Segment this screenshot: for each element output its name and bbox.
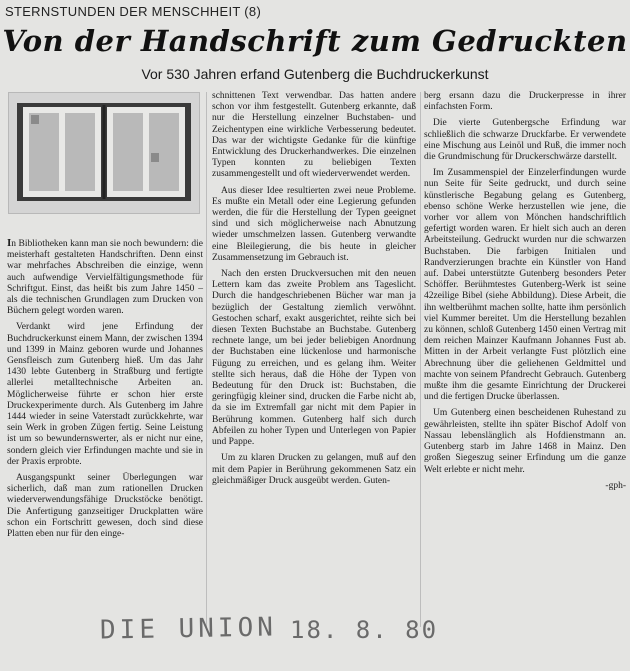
article-column-1 bbox=[7, 238, 203, 545]
initial-letter: I bbox=[7, 237, 12, 249]
author-signature: -gph- bbox=[605, 480, 626, 491]
open-book-image bbox=[9, 93, 199, 213]
article-column-3 bbox=[424, 91, 626, 497]
bible-photo bbox=[8, 92, 200, 214]
paragraph: berg ersann dazu die Druckerpresse in ihrer einfachsten Form. bbox=[424, 91, 626, 113]
paragraph: Um Gutenberg einen bescheidenen Ruhestand zu gewährleisten, stellte ihn später Bischof Adolf von Nassau lebenslänglich als Hofdienstmann an. Gutenberg starb im Jahre 1468 in Mainz. Den großen Siegeszug seiner Erfindung um die ganze Welt erlebte er nicht mehr. bbox=[424, 408, 626, 475]
paragraph: Aus dieser Idee resultierten zwei neue Probleme. Es mußte ein Metall oder eine Legierung gefunden werden, die für die Herstellung der Typen geeignet sind und sich möglicherweise nach Abnutzung wieder umschmelzen lassen. Gutenberg verwandte eine Bleilegierung, die bis heute in gleicher Zusammensetzung im Gebrauch ist. bbox=[212, 185, 416, 263]
column-rule bbox=[206, 92, 207, 627]
paragraph: Im Zusammenspiel der Einzelerfindungen wurde nun Seite für Seite gedruckt, und durch seine künstlerische Begabung gelang es Gutenberg, ebenso schöne Werke herzustellen wie jene, die vorher vor allem von Mönchen handschriftlich gefertigt worden waren. Er hielt sich auch an deren Arbeitsteilung. Gedruckt wurden nur die schwarzen Buchstaben. Die farbigen Initialen und Randverzierungen brachte ein Künstler von Hand auf. Dabei unterstützte Gutenberg besonders Peter Schöffer. Berühmtestes Gutenberg-Werk ist seine 42zeilige Bibel (siehe Abbildung). Diese Arbeit, die ihn weltberühmt machen sollte, hatte ihm persönlich viel Kummer bereitet. Um die Herstellung bezahlen zu können, schloß Gutenberg 1450 einen Vertrag mit dem reichen Mainzer Kaufmann Johannes Fust ab. Mitten in der Arbeit verlangte Fust plötzlich eine Abrechnung über die geliehenen Geldmittel und machte von seinem Pfandrecht Gebrauch. Gutenberg mußte ihm die gesamte Einrichtung der Druckerei und die fertigen Drucke überlassen. bbox=[424, 168, 626, 403]
paragraph: Verdankt wird jene Erfindung der Buchdruckerkunst einem Mann, der zwischen 1394 und 1399 in Mainz geboren wurde und Johannes Gensfleisch zum Gutenberg hieß. Um das Jahr 1430 lebte Gutenberg in Straßburg und fertigte allerlei metalltechnische Arbeiten an. Möglicherweise führte er schon hier erste Druckexperimente durch. Als Gutenberg im Jahre 1444 wieder in seine Vaterstadt zurückkehrte, war sein Werk in groben Zügen fertig. Seine Leistung ist um so bewundernswerter, als er nicht nur eine, sondern gleich vier Erfindungen machte und sie in der Praxis erprobte. bbox=[7, 322, 203, 467]
handwritten-publication: DIE UNION bbox=[99, 612, 278, 646]
paragraph-text: n Bibliotheken kann man sie noch bewundern: die meisterhaft gestalteten Handschriften. Denn einst war mehrfaches Abschreiben die einzige, wenn auch aufwendige Vervielfältigungsmethode für Schriftgut. Einst, das heißt bis zum Jahre 1450 – als die technischen Grundlagen zum Drucken von Büchern gelegt worden waren. bbox=[7, 239, 203, 317]
paragraph: schnittenen Text verwendbar. Das hatten andere schon vor ihm festgestellt. Gutenberg erkannte, daß nur die Herstellung einzelner Buchstaben- und Zeichentypen eine wirkliche Verbesserung bedeutet. Das war der wichtigste Gedanke für die künftige Entwicklung des Druckerhandwerkes. Die einzelnen Typen konnten zu beliebigen Texten zusammengestellt und oft wiederverwendet werden. bbox=[212, 91, 416, 180]
handwritten-date: 18. 8. 80 bbox=[290, 616, 439, 644]
article-subtitle: Vor 530 Jahren erfand Gutenberg die Buchdruckerkunst bbox=[141, 66, 489, 82]
paragraph bbox=[7, 238, 203, 317]
article-column-2 bbox=[212, 91, 416, 492]
series-label: STERNSTUNDEN DER MENSCHHEIT (8) bbox=[5, 4, 262, 19]
paragraph: Nach den ersten Druckversuchen mit den neuen Lettern kam das zweite Problem ans Tageslicht. Durch die handgeschriebenen Bücher war man ja bezüglich der Gestaltung ziemlich verwöhnt. Gestochen scharf, exakt ausgerichtet, reihte sich bei diesen Texten Buchstabe an Buchstabe. Gutenberg rechnete lange, um bei jeder beliebigen Anordnung der Buchstaben eine lückenlose und harmonische Fügung zu erreichen, und es gelang ihm. Weiter stellte sich heraus, daß die Höhe der Typen von Bedeutung für den Druck ist: Buchstaben, die geringfügig kleiner sind, drucken die Farbe nicht ab, da sie im Extremfall gar nicht mit dem Papier in Berührung kommen. Gutenberg half sich durch Abfeilen zu hoher Typen und Unterlegen von Papier und Pappe. bbox=[212, 269, 416, 448]
paragraph: Ausgangspunkt seiner Überlegungen war sicherlich, daß man zum rationellen Drucken wiederverwendungsfähige Druckstöcke benötigt. Die Anfertigung ganzseitiger Druckplatten wäre schon ein Fortschritt gewesen, doch sind diese Platten eben nur für den einge- bbox=[7, 473, 203, 540]
column-rule bbox=[420, 92, 421, 627]
article-headline: Von der Handschrift zum Gedruckten bbox=[2, 24, 628, 58]
paragraph: Um zu klaren Drucken zu gelangen, muß auf den mit dem Papier in Berührung gekommenen Satz ein gleichmäßiger Druck ausgeübt werden. Guten- bbox=[212, 453, 416, 486]
paragraph: Die vierte Gutenbergsche Erfindung war schließlich die schwarze Druckfarbe. Er verwendete eine Mischung aus Leinöl und Ruß, die immer noch die Grundmischung für Druckerschwärze darstellt. bbox=[424, 118, 626, 163]
